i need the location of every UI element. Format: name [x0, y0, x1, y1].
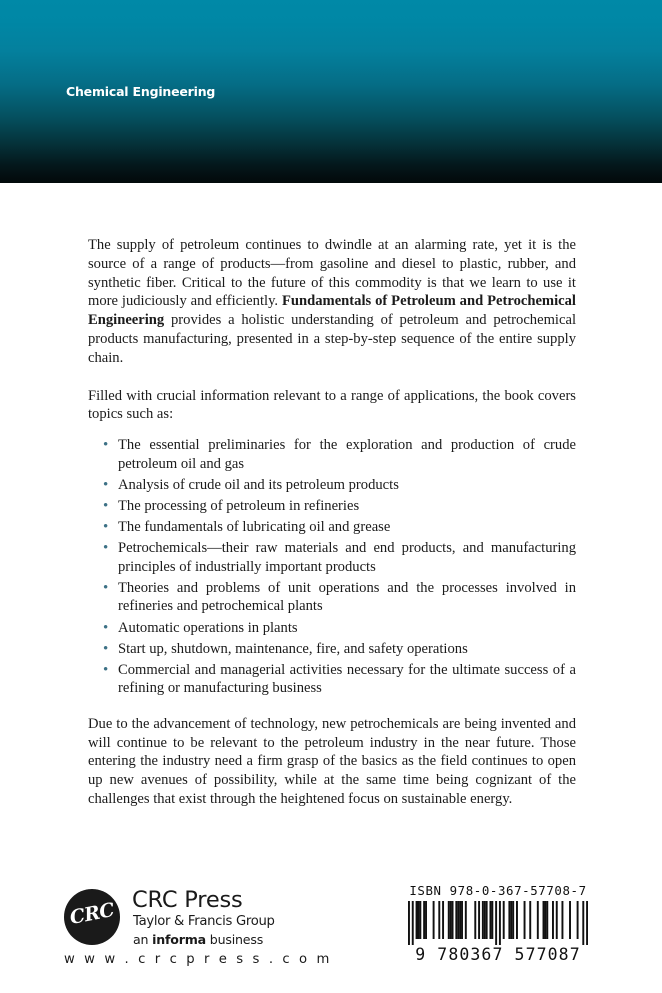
bullet-dot-icon: •	[103, 540, 109, 557]
bullet-dot-icon: •	[103, 497, 109, 514]
bullet-dot-icon: •	[103, 619, 109, 636]
list-item-label: Petrochemicals—their raw materials and end products, and manufacturing principles of industrially important products	[118, 540, 576, 575]
bullet-dot-icon: •	[103, 640, 109, 657]
informa-suffix: business	[205, 932, 264, 947]
list-item-label: Analysis of crude oil and its petroleum products	[118, 476, 399, 493]
paragraph-topics-lead-in: Filled with crucial information relevant to a range of applications, the book covers topics such as:	[88, 387, 576, 423]
informa-prefix: an	[133, 932, 153, 947]
list-item	[101, 661, 576, 698]
series-label: Chemical Engineering	[66, 84, 216, 99]
list-item-label: Automatic operations in plants	[118, 619, 298, 636]
list-item	[101, 579, 576, 616]
list-item	[101, 539, 576, 576]
topics-list	[88, 436, 576, 698]
list-item	[101, 476, 576, 495]
barcode-digits: 9 780367 577087	[415, 945, 581, 964]
informa-brand: informa	[152, 932, 206, 947]
paragraph-intro-text-after-title: provides a holistic understanding of petroleum and petrochemical products manufacturing, presented in a step-by-step sequence of the entire supply chain.	[88, 312, 576, 366]
list-item-label: Commercial and managerial activities necessary for the ultimate success of a refining or manufacturing business	[118, 661, 576, 697]
publisher-group: Taylor & Francis Group	[133, 914, 275, 929]
back-cover-blurb	[88, 236, 576, 809]
publisher-name: CRC Press	[132, 887, 243, 913]
list-item	[101, 640, 576, 659]
crc-roundel-icon	[64, 889, 120, 945]
bullet-dot-icon: •	[103, 519, 109, 536]
list-item	[101, 619, 576, 638]
barcode-bars-icon	[408, 901, 588, 945]
isbn-barcode-block	[408, 883, 588, 964]
publisher-logo	[64, 885, 332, 967]
bullet-dot-icon: •	[103, 476, 109, 493]
paragraph-intro-text-before-title: The supply of petroleum continues to dwindle at an alarming rate, yet it is the source of a range of products—from gasoline and diesel to plastic, rubber, and synthetic fiber. Critical to the future of this commodity is that we learn to use it more judiciously and efficiently.	[88, 237, 576, 310]
list-item-label: Theories and problems of unit operations and the processes involved in refineries and petrochemical plants	[118, 579, 576, 615]
list-item	[101, 436, 576, 473]
list-item	[101, 497, 576, 516]
cover-footer	[0, 875, 662, 975]
bullet-dot-icon: •	[103, 579, 109, 596]
list-item-label: The fundamentals of lubricating oil and grease	[118, 519, 391, 536]
publisher-informa-line	[133, 932, 263, 947]
isbn-text: ISBN 978-0-367-57708-7	[409, 883, 587, 898]
list-item-label: The processing of petroleum in refineries	[118, 497, 360, 514]
bullet-dot-icon: •	[103, 437, 109, 454]
paragraph-intro	[88, 236, 576, 368]
crc-roundel-label: CRC	[68, 898, 116, 930]
list-item-label: The essential preliminaries for the exploration and production of crude petroleum oil and gas	[118, 437, 576, 472]
header-gradient-band	[0, 0, 662, 183]
bullet-dot-icon: •	[103, 661, 109, 678]
publisher-website[interactable]: w w w . c r c p r e s s . c o m	[64, 952, 332, 967]
list-item-label: Start up, shutdown, maintenance, fire, and safety operations	[118, 640, 468, 657]
book-title-inline: Fundamentals of Petroleum and Petrochemical Engineering	[88, 293, 576, 329]
list-item	[101, 518, 576, 537]
paragraph-outro: Due to the advancement of technology, new petrochemicals are being invented and will continue to be relevant to the petroleum industry in the near future. Those entering the industry need a firm grasp of the basics as the field continues to open up new avenues of possibility, while at the same time being cognizant of the challenges that exist through the heightened focus on sustainable energy.	[88, 715, 576, 808]
